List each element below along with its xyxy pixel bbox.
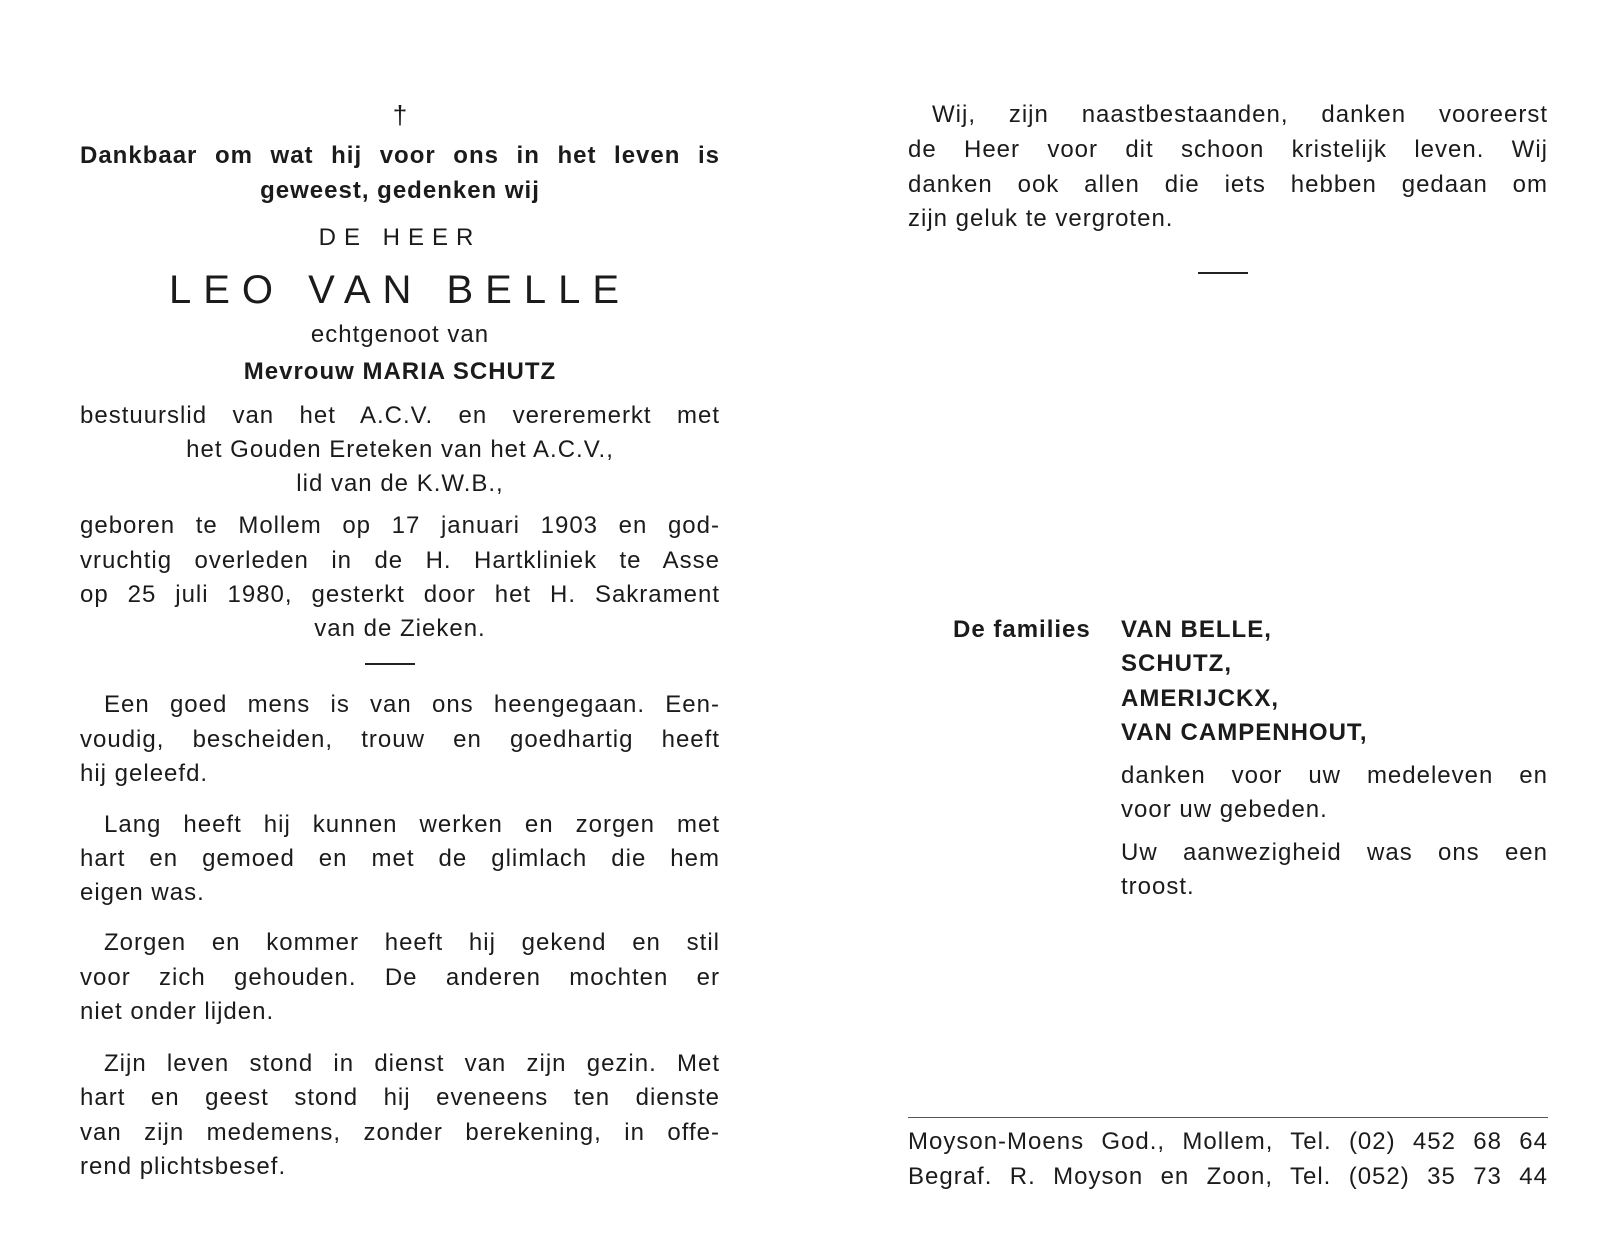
thanks-line: danken ook allen die iets hebben gedaan om	[908, 171, 1548, 198]
paragraph-line: voudig, bescheiden, trouw en goedhartig heeft	[80, 726, 720, 753]
family-name: VAN BELLE,	[1121, 616, 1272, 643]
paragraph-line: Lang heeft hij kunnen werken en zorgen met	[104, 811, 720, 838]
undertaker-line: Begraf. R. Moyson en Zoon, Tel. (052) 35 73 44	[908, 1163, 1548, 1190]
spouse-intro: echtgenoot van	[310, 321, 490, 348]
spouse-name: Mevrouw MARIA SCHUTZ	[243, 358, 557, 385]
deceased-name: LEO VAN BELLE	[168, 268, 632, 312]
paragraph-line: Een goed mens is van ons heengegaan. Een-	[104, 691, 720, 718]
paragraph-line: rend plichtsbesef.	[80, 1153, 287, 1180]
cross-icon: †	[392, 100, 408, 130]
role-line: het Gouden Ereteken van het A.C.V.,	[186, 436, 614, 463]
honorific: DE HEER	[318, 224, 482, 251]
life-line: geboren te Mollem op 17 januari 1903 en god-	[80, 512, 720, 539]
presence-line: Uw aanwezigheid was ons een	[1121, 839, 1548, 866]
life-line: vruchtig overleden in de H. Hartkliniek te Asse	[80, 547, 720, 574]
paragraph-line: van zijn medemens, zonder berekening, in offe-	[80, 1119, 720, 1146]
separator	[365, 663, 415, 665]
thanks-family-line: danken voor uw medeleven en	[1121, 762, 1548, 789]
role-line: bestuurslid van het A.C.V. en vereremerkt met	[80, 402, 720, 429]
paragraph-line: voor zich gehouden. De anderen mochten er	[80, 964, 720, 991]
family-name: SCHUTZ,	[1121, 650, 1232, 677]
paragraph-line: niet onder lijden.	[80, 998, 275, 1025]
paragraph-line: Zijn leven stond in dienst van zijn gezin. Met	[104, 1050, 720, 1077]
separator	[1198, 272, 1248, 274]
role-line: lid van de K.W.B.,	[296, 470, 504, 497]
footer-rule	[908, 1117, 1548, 1118]
undertaker-line: Moyson-Moens God., Mollem, Tel. (02) 452 68 64	[908, 1128, 1548, 1155]
presence-line: troost.	[1121, 873, 1195, 900]
thanks-line: de Heer voor dit schoon kristelijk leven. Wij	[908, 136, 1548, 163]
paragraph-line: hart en gemoed en met de glimlach die hem	[80, 845, 720, 872]
family-name: VAN CAMPENHOUT,	[1121, 719, 1368, 746]
paragraph-line: Zorgen en kommer heeft hij gekend en stil	[104, 929, 720, 956]
thanks-family-line: voor uw gebeden.	[1121, 796, 1328, 823]
thanks-line: Wij, zijn naastbestaanden, danken vooreerst	[932, 101, 1548, 128]
paragraph-line: eigen was.	[80, 879, 205, 906]
paragraph-line: hart en geest stond hij eveneens ten dienste	[80, 1084, 720, 1111]
life-line: op 25 juli 1980, gesterkt door het H. Sakrament	[80, 581, 720, 608]
families-label: De families	[953, 616, 1091, 643]
thanks-line: zijn geluk te vergroten.	[908, 205, 1174, 232]
family-name: AMERIJCKX,	[1121, 685, 1280, 712]
intro-line: geweest, gedenken wij	[260, 177, 540, 204]
life-line: van de Zieken.	[314, 615, 486, 642]
paragraph-line: hij geleefd.	[80, 760, 209, 787]
intro-line: Dankbaar om wat hij voor ons in het leven is	[80, 142, 720, 169]
